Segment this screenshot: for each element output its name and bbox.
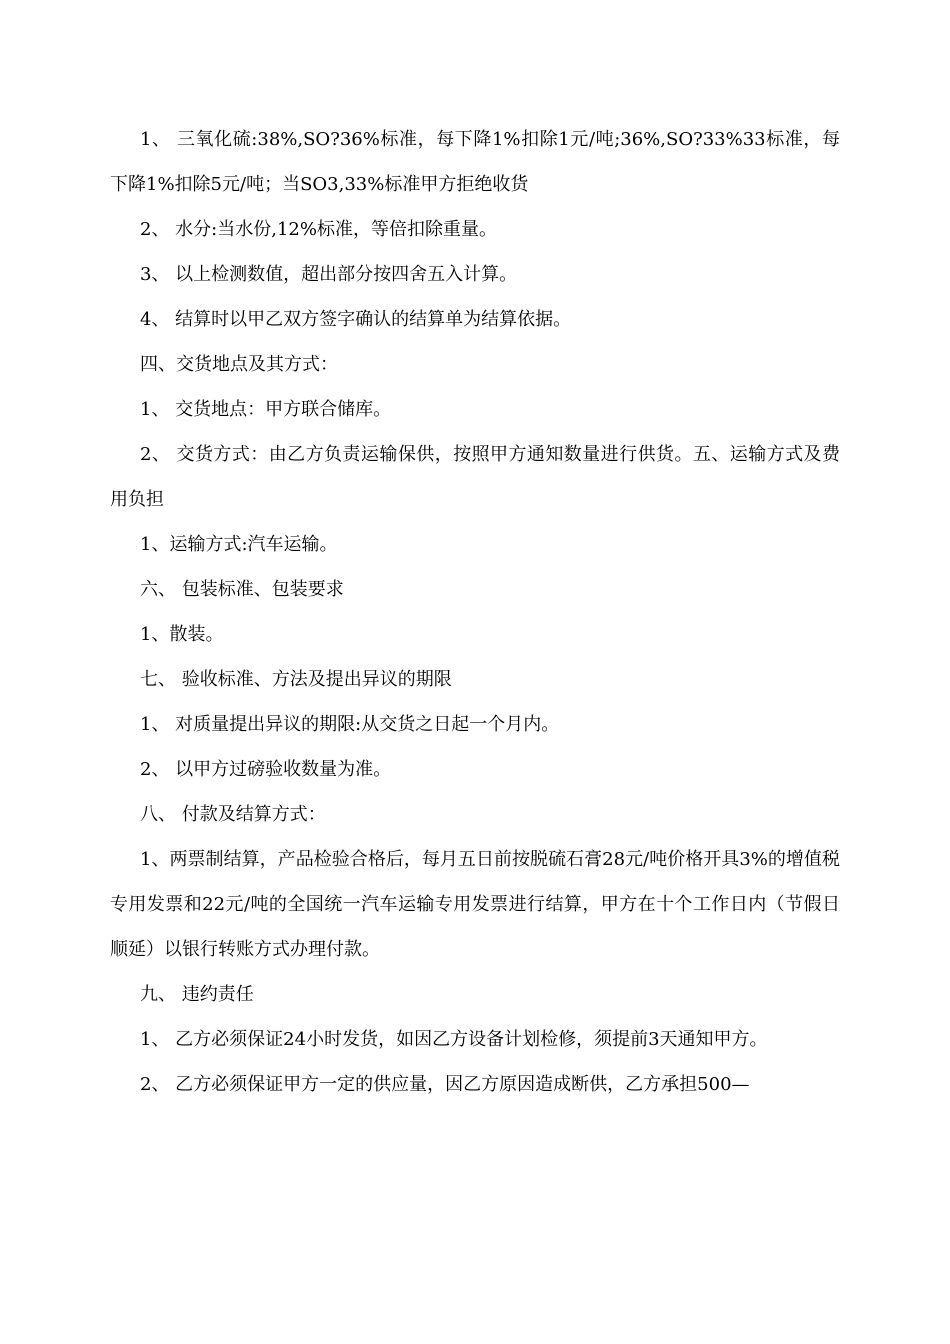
section-heading-delivery: 四、交货地点及其方式： [140,354,338,375]
clause-rounding: 3、 以上检测数值，超出部分按四舍五入计算。 [140,264,518,285]
clause-objection-period: 1、 对质量提出异议的期限:从交货之日起一个月内。 [140,714,560,735]
clause-supply-guarantee: 2、 乙方必须保证甲方一定的供应量，因乙方原因造成断供，乙方承担500— [140,1074,750,1095]
section-heading-packaging: 六、 包装标准、包装要求 [140,579,344,600]
clause-delivery-method: 2、 交货方式：由乙方负责运输保供，按照甲方通知数量进行供货。五、运输方式及费用负担 [110,444,840,510]
clause-two-invoice-settlement: 1、两票制结算，产品检验合格后，每月五日前按脱硫石膏28元/吨价格开具3%的增值税专用发票和22元/吨的全国统一汽车运输专用发票进行结算，甲方在十个工作日内（节假日顺延）以银行转账方式办理付款。 [110,849,840,960]
clause-delivery-location: 1、 交货地点：甲方联合储库。 [140,399,392,420]
section-heading-payment: 八、 付款及结算方式： [140,804,326,825]
clause-weighing: 2、 以甲方过磅验收数量为准。 [140,759,392,780]
clause-transport-method: 1、运输方式:汽车运输。 [140,534,338,555]
section-heading-acceptance: 七、 验收标准、方法及提出异议的期限 [140,669,452,690]
clause-24h-delivery: 1、 乙方必须保证24小时发货，如因乙方设备计划检修，须提前3天通知甲方。 [140,1029,768,1050]
section-heading-liability: 九、 违约责任 [140,984,254,1005]
clause-sulfur-trioxide: 1、 三氧化硫:38%,SO?36%标准，每下降1%扣除1元/吨;36%,SO?33%33标准，每下降1%扣除5元/吨；当SO3,33%标准甲方拒绝收货 [110,129,840,195]
document-body [110,117,840,1107]
clause-moisture: 2、 水分:当水份,12%标准，等倍扣除重量。 [140,219,497,240]
clause-bulk: 1、散装。 [140,624,224,645]
clause-settlement-basis: 4、 结算时以甲乙双方签字确认的结算单为结算依据。 [140,309,572,330]
